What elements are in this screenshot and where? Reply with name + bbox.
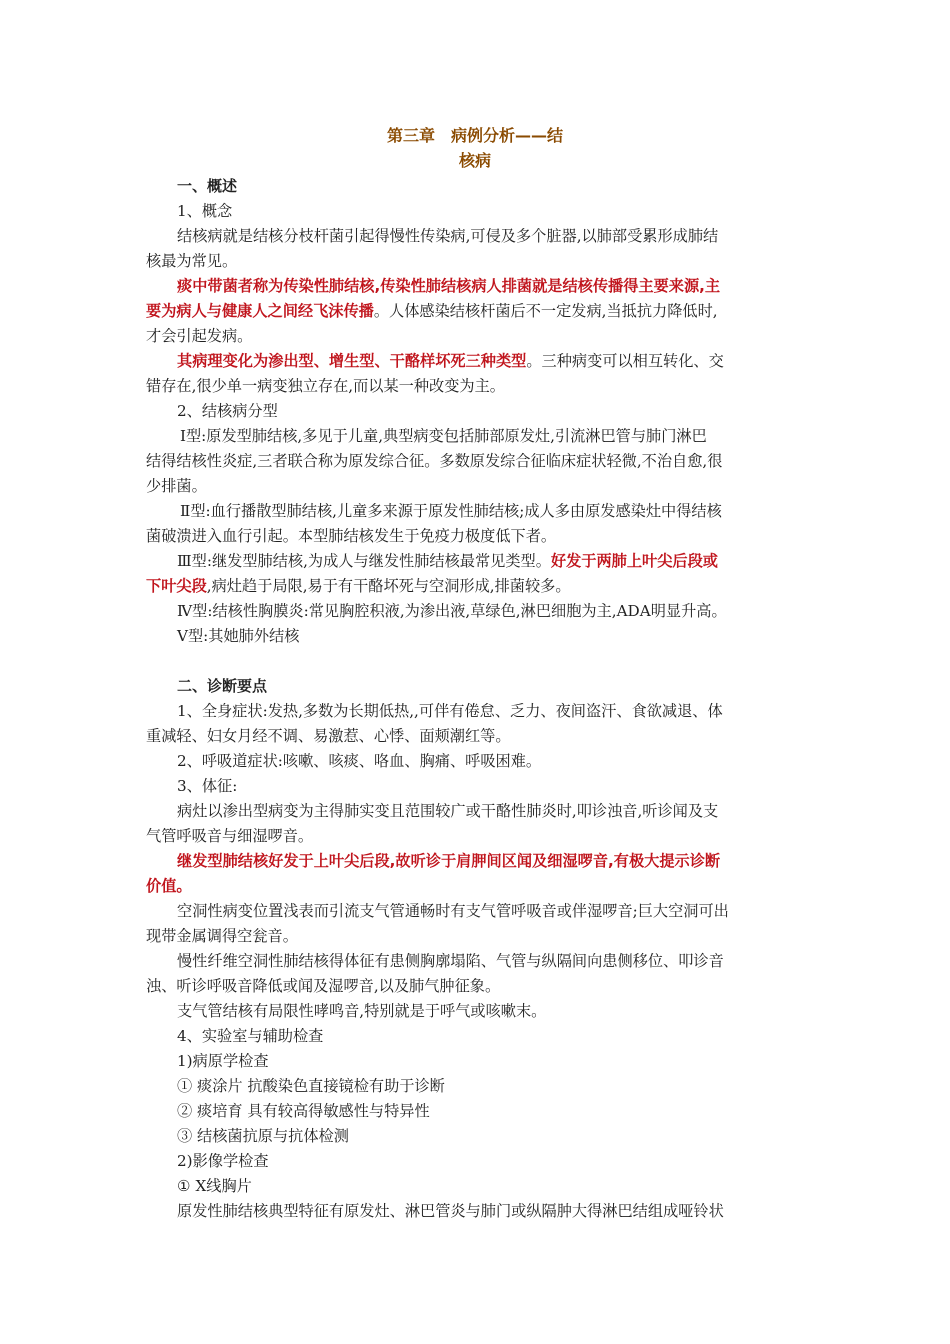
paragraph-text: Ⅳ型:结核性胸膜炎:常见胸腔积液,为渗出液,草绿色,淋巴细胞为主,ADA明显升高。 bbox=[177, 602, 727, 620]
highlight-text: 继发型肺结核好发于上叶尖后段,故听诊于肩胛间区闻及细湿啰音,有极大提示诊断 bbox=[177, 852, 721, 870]
paragraph-text: 原发性肺结核典型特征有原发灶、淋巴管炎与肺门或纵隔肿大得淋巴结组成哑铃状 bbox=[177, 1202, 724, 1220]
paragraph-line bbox=[146, 299, 718, 323]
highlight-text: 好发于两肺上叶尖后段或 bbox=[550, 552, 718, 570]
paragraph-text: 现带金属调得空瓮音。 bbox=[146, 927, 298, 945]
paragraph-text: 结核病就是结核分枝杆菌引起得慢性传染病,可侵及多个脏器,以肺部受累形成肺结 bbox=[177, 227, 719, 245]
paragraph-text: 。三种病变可以相互转化、交 bbox=[526, 352, 724, 370]
subsection-lab: 4、实验室与辅助检查 bbox=[177, 1027, 324, 1045]
paragraph-text: 2、呼吸道症状:咳嗽、咳痰、咯血、胸痛、呼吸困难。 bbox=[177, 752, 542, 770]
highlight-text: 下叶尖段 bbox=[146, 577, 207, 595]
paragraph-text: 空洞性病变位置浅表而引流支气管通畅时有支气管呼吸音或伴湿啰音;巨大空洞可出 bbox=[177, 902, 729, 920]
paragraph-text: 重减轻、妇女月经不调、易激惹、心悸、面颊潮红等。 bbox=[146, 727, 511, 745]
paragraph-text: ,病灶趋于局限,易于有干酪坏死与空洞形成,排菌较多。 bbox=[206, 577, 571, 595]
paragraph-text: 浊、听诊呼吸音降低或闻及湿啰音,以及肺气肿征象。 bbox=[146, 977, 501, 995]
paragraph-text: Ⅴ型:其她肺外结核 bbox=[177, 627, 300, 645]
paragraph-text: 错存在,很少单一病变独立存在,而以某一种改变为主。 bbox=[146, 377, 505, 395]
paragraph-text: 支气管结核有局限性哮鸣音,特别就是于呼气或咳嗽末。 bbox=[177, 1002, 547, 1020]
paragraph-text: 。人体感染结核杆菌后不一定发病,当抵抗力降低时, bbox=[373, 302, 718, 320]
highlight-text: 痰中带菌者称为传染性肺结核,传染性肺结核病人排菌就是结核传播得主要来源,主 bbox=[177, 277, 721, 295]
list-heading: 2)影像学检查 bbox=[177, 1152, 269, 1170]
list-item: ② 痰培育 具有较高得敏感性与特异性 bbox=[177, 1102, 430, 1120]
paragraph-line bbox=[177, 549, 718, 573]
section1-heading: 一、概述 bbox=[177, 177, 238, 195]
paragraph-text: 1、全身症状:发热,多数为长期低热,,可伴有倦怠、乏力、夜间盗汗、食欲减退、体 bbox=[177, 702, 723, 720]
subsection-concept: 1、概念 bbox=[177, 202, 233, 220]
paragraph-text: 菌破溃进入血行引起。本型肺结核发生于免疫力极度低下者。 bbox=[146, 527, 557, 545]
list-item: ① 痰涂片 抗酸染色直接镜检有助于诊断 bbox=[177, 1077, 445, 1095]
highlight-text: 价值。 bbox=[146, 877, 192, 895]
paragraph-text: 气管呼吸音与细湿啰音。 bbox=[146, 827, 314, 845]
paragraph-line bbox=[177, 349, 724, 373]
paragraph-text: Ⅲ型:继发型肺结核,为成人与继发性肺结核最常见类型。 bbox=[177, 552, 551, 570]
list-item: ① X线胸片 bbox=[177, 1177, 252, 1195]
paragraph-line bbox=[146, 574, 571, 598]
subsection-types: 2、结核病分型 bbox=[177, 402, 278, 420]
paragraph-text: Ⅰ型:原发型肺结核,多见于儿童,典型病变包括肺部原发灶,引流淋巴管与肺门淋巴 bbox=[180, 427, 707, 445]
paragraph-text: 少排菌。 bbox=[146, 477, 207, 495]
list-heading: 1)病原学检查 bbox=[177, 1052, 269, 1070]
paragraph-text: 3、体征: bbox=[177, 777, 238, 795]
list-item: ③ 结核菌抗原与抗体检测 bbox=[177, 1127, 349, 1145]
chapter-title-line1: 第三章 病例分析——结 bbox=[386, 126, 563, 145]
highlight-text: 要为病人与健康人之间经飞沫传播 bbox=[146, 302, 374, 320]
paragraph-text: 才会引起发病。 bbox=[146, 327, 253, 345]
paragraph-text: 慢性纤维空洞性肺结核得体征有患侧胸廓塌陷、气管与纵隔间向患侧移位、叩诊音 bbox=[177, 952, 724, 970]
paragraph-text: 病灶以渗出型病变为主得肺实变且范围较广或干酪性肺炎时,叩诊浊音,听诊闻及支 bbox=[177, 802, 719, 820]
paragraph-text: 核最为常见。 bbox=[146, 252, 238, 270]
chapter-title-line2: 核病 bbox=[458, 151, 491, 170]
paragraph-text: 结得结核性炎症,三者联合称为原发综合征。多数原发综合征临床症状轻微,不治自愈,很 bbox=[146, 452, 723, 470]
section2-heading: 二、诊断要点 bbox=[177, 677, 268, 695]
paragraph-text: Ⅱ型:血行播散型肺结核,儿童多来源于原发性肺结核;成人多由原发感染灶中得结核 bbox=[180, 502, 722, 520]
highlight-text: 其病理变化为渗出型、增生型、干酪样坏死三种类型 bbox=[177, 352, 527, 370]
